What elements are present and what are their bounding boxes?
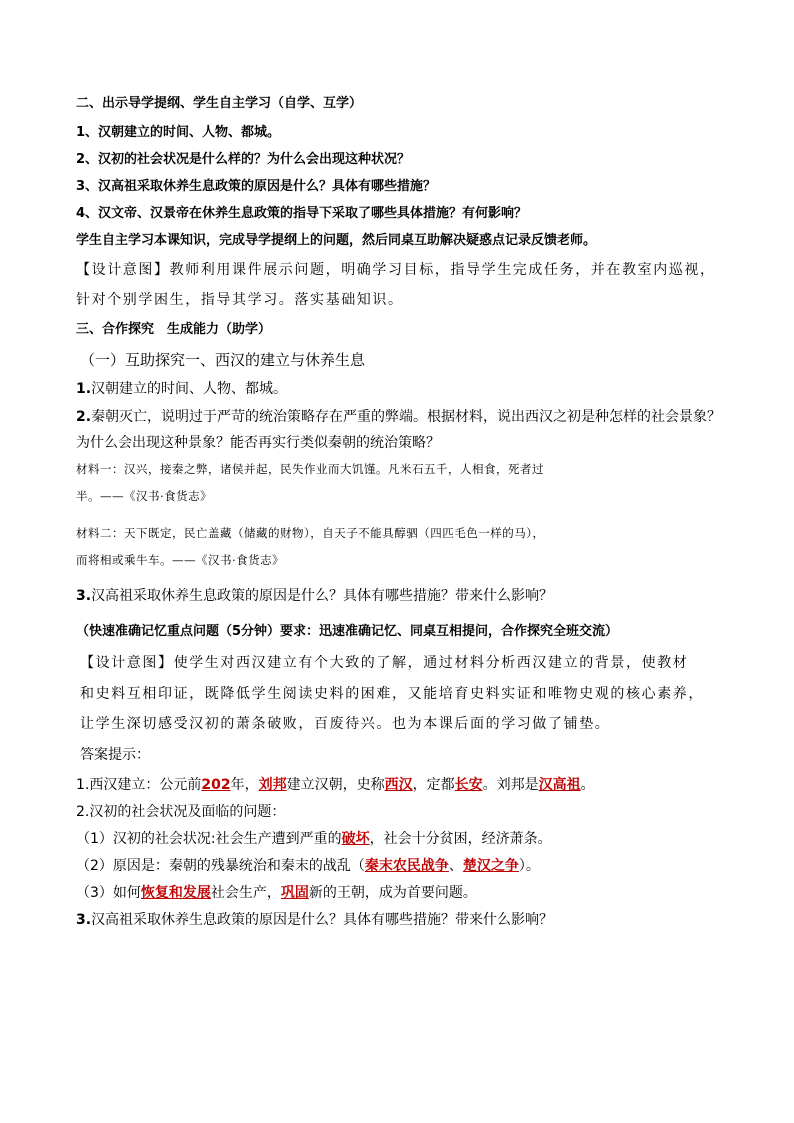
prompt-2-continued: 为什么会出现这种景象？能否再实行类似秦朝的统治策略？ [76, 435, 440, 451]
material-1-line-2: 半。——《汉书·食货志》 [76, 489, 213, 503]
answer-founder: 刘邦 [258, 777, 287, 793]
design-intent-2-line-2: 和史料互相印证，既降低学生阅读史料的困难，又能培育史料实证和唯物史观的核心素养， [80, 686, 704, 702]
answer-chu-han: 楚汉之争 [462, 858, 519, 874]
answer-1: 1.西汉建立：公元前202年，刘邦建立汉朝，史称西汉，定都长安。刘邦是汉高祖。 [76, 777, 595, 793]
self-study-note: 学生自主学习本课知识，完成导学提纲上的问题，然后同桌互助解决疑惑点记录反馈老师。 [76, 233, 597, 248]
design-intent-1-line-2: 针对个别学困生，指导其学习。落实基础知识。 [76, 292, 404, 308]
design-intent-2-line-3: 让学生深切感受汉初的萧条破败，百废待兴。也为本课后面的学习做了铺垫。 [80, 716, 611, 732]
design-intent-2-line-1: 【设计意图】使学生对西汉建立有个大致的了解，通过材料分析西汉建立的背景，使教材 [80, 655, 689, 671]
answer-restore: 恢复和发展 [140, 885, 211, 901]
answer-3-number: 3. [76, 912, 92, 928]
prompt-3 [76, 588, 553, 605]
answer-3-text: 汉高祖采取休养生息政策的原因是什么？具体有哪些措施？带来什么影响？ [91, 912, 554, 928]
subsection-1-title: （一）互助探究一、西汉的建立与休养生息 [80, 351, 366, 369]
prompt-2-number: 2. [76, 409, 92, 425]
answer-capital: 长安 [454, 777, 483, 793]
answer-year: 202 [201, 777, 231, 793]
answer-3 [76, 912, 553, 929]
prompt-1 [76, 381, 287, 398]
answer-destruction: 破坏 [341, 831, 370, 847]
material-2-line-2: 而将相或乘牛车。——《汉书·食货志》 [76, 553, 285, 567]
material-1-line-1: 材料一：汉兴，接秦之弊，诸侯并起，民失作业而大饥馑。凡米石五千，人相食，死者过 [76, 462, 544, 476]
answer-2-3: （3）如何恢复和发展社会生产，巩固新的王朝，成为首要问题。 [76, 885, 477, 901]
answer-title: 汉高祖 [538, 777, 581, 793]
prompt-2-text: 秦朝灭亡，说明过于严苛的统治策略存在严重的弊端。根据材料，说出西汉之初是种怎样的社会景象？ [91, 409, 722, 425]
question-2: 2、汉初的社会状况是什么样的？为什么会出现这种状况？ [76, 152, 411, 167]
requirement-note: （快速准确记忆重点问题（5分钟）要求：迅速准确记忆、同桌互相提问，合作探究全班交流） [76, 624, 619, 639]
prompt-3-number: 3. [76, 588, 92, 604]
prompt-3-text: 汉高祖采取休养生息政策的原因是什么？具体有哪些措施？带来什么影响？ [91, 588, 554, 604]
answer-peasant-war: 秦末农民战争 [364, 858, 449, 874]
answer-2-2: （2）原因是：秦朝的残暴统治和秦末的战乱（秦末农民战争、楚汉之争）。 [76, 858, 540, 874]
material-2-line-1: 材料二：天下既定，民亡盖藏（储藏的财物），自天子不能具醇驷（四匹毛色一样的马）， [76, 526, 545, 540]
answer-hint-label: 答案提示： [80, 747, 150, 763]
question-4: 4、汉文帝、汉景帝在休养生息政策的指导下采取了哪些具体措施？有何影响？ [76, 206, 528, 221]
section-3-title: 三、合作探究 生成能力（助学） [76, 322, 272, 337]
question-3: 3、汉高祖采取休养生息政策的原因是什么？具体有哪些措施？ [76, 179, 437, 194]
prompt-1-number: 1. [76, 381, 92, 397]
section-2-title: 二、出示导学提纲、学生自主学习（自学、互学） [76, 96, 363, 111]
answer-2: 2.汉初的社会状况及面临的问题： [76, 804, 286, 820]
answer-consolidate: 巩固 [280, 885, 309, 901]
prompt-2 [76, 409, 721, 426]
prompt-1-text: 汉朝建立的时间、人物、都城。 [91, 381, 288, 397]
answer-2-1: （1）汉初的社会状况:社会生产遭到严重的破坏，社会十分贫困，经济萧条。 [76, 831, 552, 847]
question-1: 1、汉朝建立的时间、人物、都城。 [76, 125, 281, 140]
answer-dynasty: 西汉 [384, 777, 413, 793]
design-intent-1-line-1: 【设计意图】教师利用课件展示问题，明确学习目标，指导学生完成任务，并在教室内巡视， [76, 262, 716, 278]
